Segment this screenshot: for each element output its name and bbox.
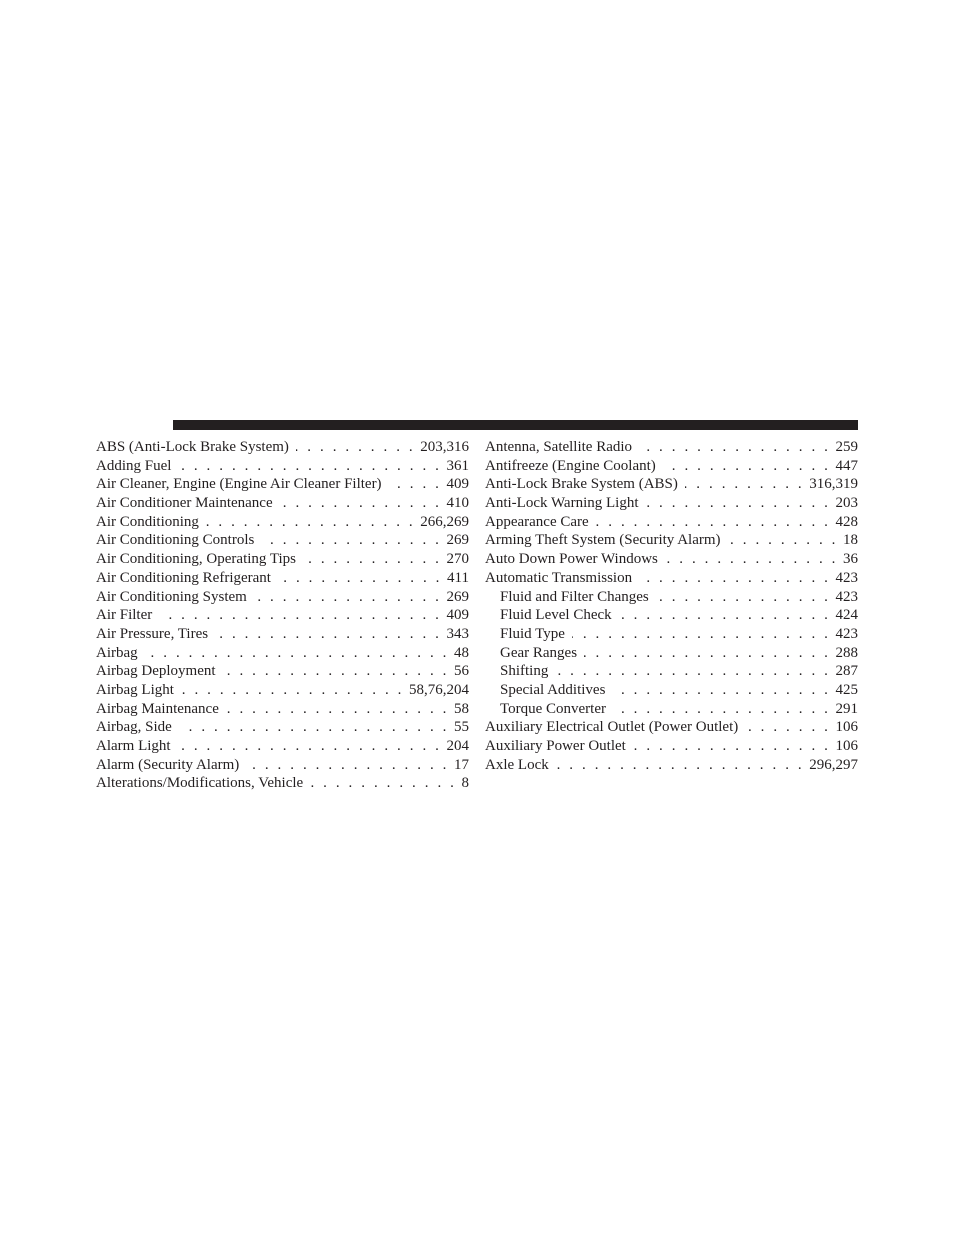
index-page-number: 55 [454, 719, 469, 736]
dot-leader [254, 588, 442, 607]
index-term: Fluid Type [500, 625, 565, 642]
dot-leader [159, 606, 441, 625]
index-entry [485, 531, 858, 550]
dot-leader [555, 662, 830, 681]
index-page-number: 203,316 [420, 439, 469, 455]
index-entry [485, 550, 858, 569]
index-page-number: 424 [835, 607, 858, 624]
dot-leader [278, 569, 442, 588]
index-entry [485, 494, 858, 513]
index-subentry [485, 625, 858, 644]
dot-leader [181, 681, 404, 700]
index-term: Airbag, Side [96, 719, 172, 736]
index-page-number: 17 [454, 756, 469, 773]
index-term: Air Conditioning Controls [96, 532, 255, 549]
index-page-number: 48 [454, 644, 469, 661]
index-term: Special Additives [500, 681, 606, 698]
index-page-number: 36 [843, 551, 858, 568]
index-page-number: 266,269 [420, 513, 469, 530]
index-term: Air Conditioning System [96, 588, 247, 605]
index-page-number: 106 [835, 719, 858, 736]
index-page-number: 423 [835, 625, 858, 642]
index-page-number: 58,76,204 [409, 681, 469, 698]
index-page-number: 296,297 [809, 756, 858, 773]
index-term: Anti-Lock Brake System (ABS) [485, 476, 678, 493]
index-term: ABS (Anti-Lock Brake System) [96, 439, 289, 455]
index-entry [96, 494, 469, 513]
index-page-number: 316,319 [809, 476, 858, 493]
section-header-bar [173, 420, 858, 430]
index-term: Fluid Level Check [500, 607, 612, 624]
index-term: Adding Fuel [96, 457, 172, 474]
index-entry [96, 550, 469, 569]
index-entry [96, 569, 469, 588]
dot-leader [145, 644, 449, 663]
index-subentry [485, 588, 858, 607]
dot-leader [656, 588, 831, 607]
index-term: Air Filter [96, 607, 153, 624]
index-term: Alarm (Security Alarm) [96, 756, 240, 773]
index-entry [96, 774, 469, 793]
dot-leader [584, 644, 830, 663]
index-term: Gear Ranges [500, 644, 578, 661]
index-page-number: 425 [835, 681, 858, 698]
index-column-left [96, 438, 469, 793]
index-entry [96, 700, 469, 719]
index-page-number: 106 [835, 738, 858, 754]
index-entry [96, 438, 469, 457]
index-page-number: 447 [835, 457, 858, 474]
index-term: Auxiliary Power Outlet [485, 738, 626, 754]
index-entry [96, 513, 469, 532]
dot-leader [745, 718, 830, 737]
index-entry [485, 756, 858, 775]
index-term: Antenna, Satellite Radio [485, 439, 633, 455]
index-column-right [485, 438, 858, 774]
index-term: Arming Theft System (Security Alarm) [485, 532, 721, 549]
dot-leader [612, 681, 830, 700]
index-term: Anti-Lock Warning Light [485, 495, 639, 512]
index-term: Axle Lock [485, 756, 549, 773]
dot-leader [215, 625, 441, 644]
index-page-number: 428 [835, 513, 858, 530]
index-term: Auto Down Power Windows [485, 551, 658, 568]
index-page-number: 270 [446, 551, 469, 568]
dot-leader [556, 756, 805, 775]
index-entry [485, 457, 858, 476]
dot-leader [310, 774, 456, 793]
dot-leader [261, 531, 441, 550]
index-entry [96, 718, 469, 737]
index-page-number: 259 [835, 439, 858, 455]
index-page-number: 410 [446, 495, 469, 512]
index-page-number: 269 [446, 588, 469, 605]
index-subentry [485, 662, 858, 681]
dot-leader [619, 606, 831, 625]
index-term: Fluid and Filter Changes [500, 588, 649, 605]
dot-leader [206, 513, 415, 532]
index-page-number: 204 [446, 738, 469, 754]
index-page-number: 269 [446, 532, 469, 549]
index-entry [485, 475, 858, 494]
index-term: Airbag Maintenance [96, 700, 219, 717]
index-term: Air Pressure, Tires [96, 625, 209, 642]
index-page-number: 343 [446, 625, 469, 642]
index-page-number: 409 [446, 607, 469, 624]
dot-leader [303, 550, 441, 569]
index-page-number: 361 [446, 457, 469, 474]
index-term: Automatic Transmission [485, 569, 633, 586]
dot-leader [572, 625, 831, 644]
dot-leader [663, 457, 831, 476]
dot-leader [178, 457, 441, 476]
index-page-number: 291 [835, 700, 858, 717]
dot-leader [389, 475, 442, 494]
index-entry [96, 756, 469, 775]
dot-leader [596, 513, 831, 532]
index-entry [485, 737, 858, 756]
dot-leader [646, 494, 831, 513]
dot-leader [246, 756, 449, 775]
dot-leader [226, 700, 449, 719]
dot-leader [639, 438, 830, 457]
index-term: Airbag Deployment [96, 663, 216, 680]
index-term: Auxiliary Electrical Outlet (Power Outlet) [485, 719, 739, 736]
index-term: Airbag [96, 644, 138, 661]
dot-leader [178, 737, 442, 756]
index-entry [96, 606, 469, 625]
index-page-number: 18 [843, 532, 858, 549]
dot-leader [280, 494, 442, 513]
index-term: Appearance Care [485, 513, 589, 530]
index-page-number: 287 [835, 663, 858, 680]
index-page-number: 409 [446, 476, 469, 493]
index-page-number: 411 [447, 569, 469, 586]
index-term: Air Conditioner Maintenance [96, 495, 273, 512]
index-subentry [485, 700, 858, 719]
dot-leader [728, 531, 838, 550]
index-subentry [485, 644, 858, 663]
dot-leader [179, 718, 449, 737]
index-term: Airbag Light [96, 681, 174, 698]
index-page-number: 56 [454, 663, 469, 680]
dot-leader [296, 438, 415, 457]
dot-leader [223, 662, 449, 681]
index-entry [485, 438, 858, 457]
index-page-number: 288 [835, 644, 858, 661]
index-entry [96, 588, 469, 607]
index-page-number: 423 [835, 569, 858, 586]
index-term: Air Conditioning Refrigerant [96, 569, 271, 586]
index-term: Air Cleaner, Engine (Engine Air Cleaner Filter) [96, 476, 382, 493]
dot-leader [685, 475, 804, 494]
index-subentry [485, 606, 858, 625]
dot-leader [665, 550, 838, 569]
index-term: Alterations/Modifications, Vehicle [96, 775, 304, 792]
index-page-number: 203 [835, 495, 858, 512]
index-entry [96, 662, 469, 681]
index-entry [96, 737, 469, 756]
index-term: Shifting [500, 663, 549, 680]
dot-leader [639, 569, 830, 588]
index-term: Torque Converter [500, 700, 606, 717]
index-term: Alarm Light [96, 738, 171, 754]
index-page-number: 8 [461, 775, 469, 792]
index-entry [96, 531, 469, 550]
index-entry [485, 513, 858, 532]
index-subentry [485, 681, 858, 700]
index-entry [96, 681, 469, 700]
index-entry [96, 625, 469, 644]
dot-leader [613, 700, 831, 719]
index-entry [96, 644, 469, 663]
index-entry [96, 457, 469, 476]
dot-leader [633, 737, 831, 756]
index-term: Air Conditioning [96, 513, 199, 530]
index-term: Air Conditioning, Operating Tips [96, 551, 297, 568]
index-page-number: 58 [454, 700, 469, 717]
index-entry [96, 475, 469, 494]
index-entry [485, 569, 858, 588]
index-page-number: 423 [835, 588, 858, 605]
index-entry [485, 718, 858, 737]
index-term: Antifreeze (Engine Coolant) [485, 457, 656, 474]
